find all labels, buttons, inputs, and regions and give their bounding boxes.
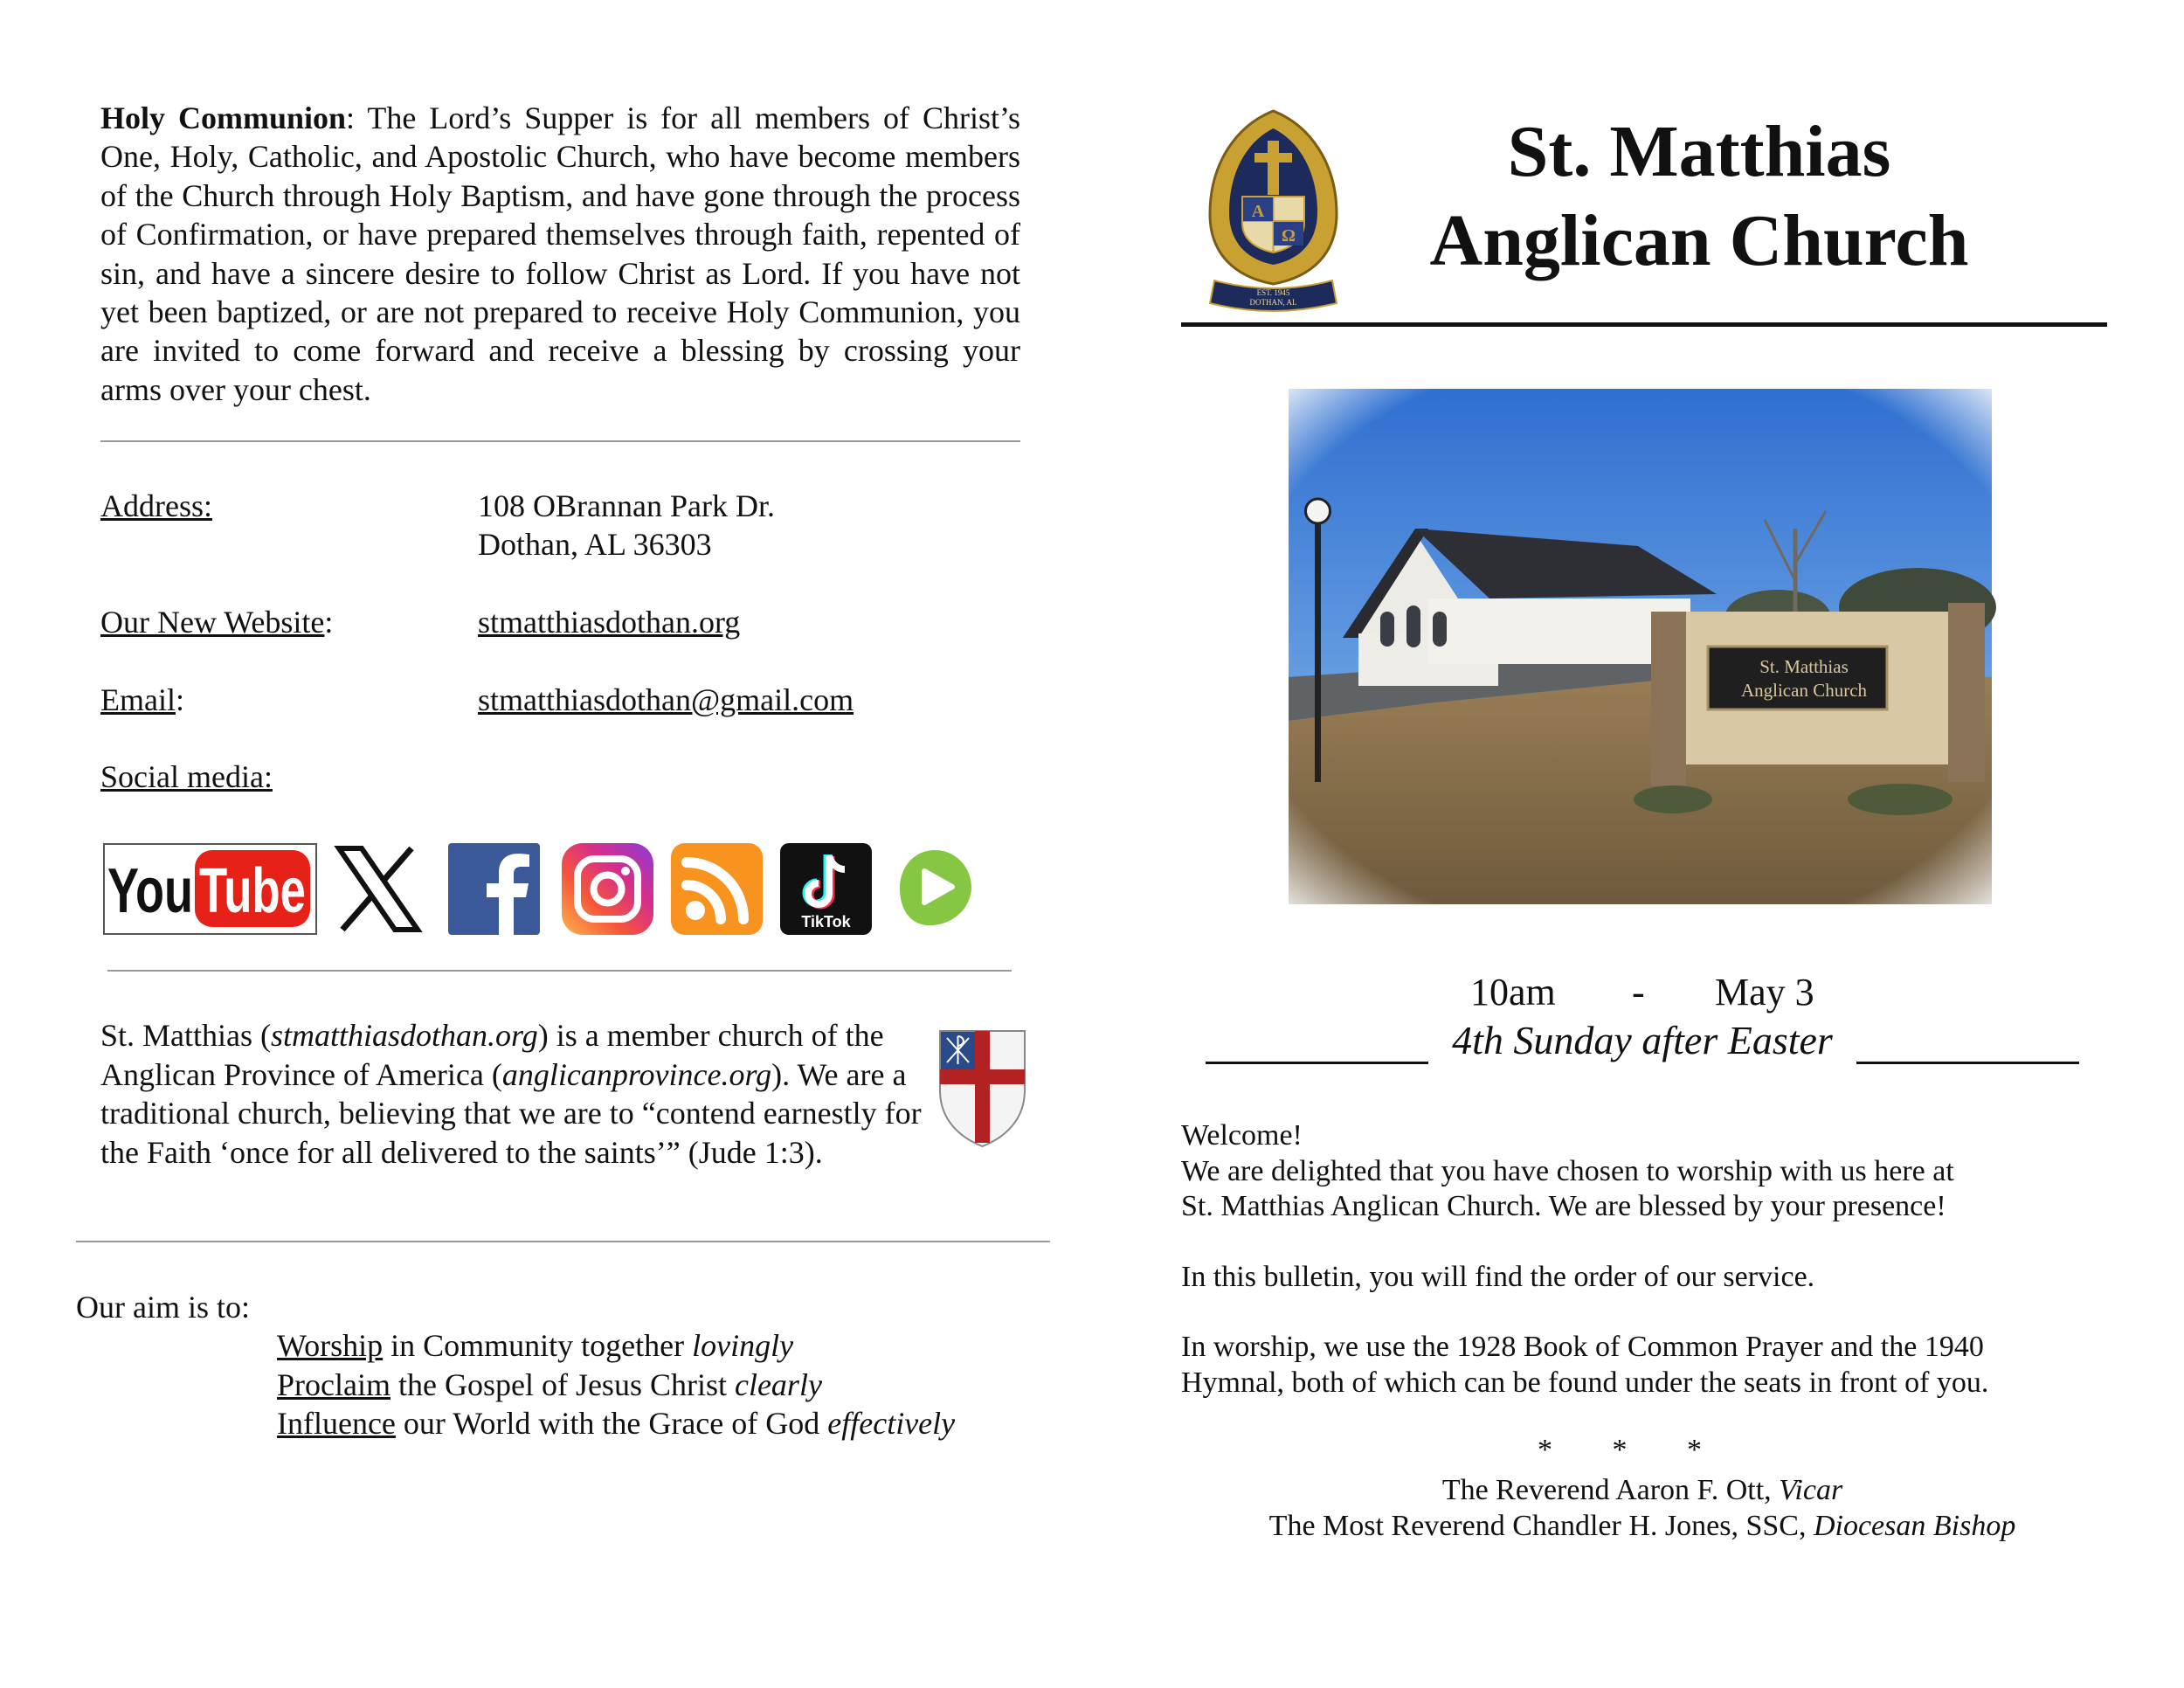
vicar-name: The Reverend Aaron F. Ott, <box>1441 1474 1780 1506</box>
rss-icon[interactable] <box>671 843 763 935</box>
youtube-you-text: You <box>107 856 193 926</box>
church-title-line-1: St. Matthias <box>1507 111 1891 192</box>
aim-line-influence <box>277 1404 955 1443</box>
website-label-row <box>100 603 333 641</box>
aim-middle: our World with the Grace of God <box>395 1406 828 1441</box>
youtube-tube-text: Tube <box>199 856 306 926</box>
church-title-line-2: Anglican Church <box>1429 200 1969 281</box>
episcopal-shield-icon <box>936 1027 1028 1150</box>
aim-middle: the Gospel of Jesus Christ <box>390 1366 735 1402</box>
aim-line-worship <box>277 1326 955 1366</box>
email-label: Email <box>100 682 176 717</box>
welcome-line: In this bulletin, you will find the order of our service. <box>1181 1260 1815 1293</box>
divider <box>100 440 1020 442</box>
service-time: 10am <box>1470 971 1556 1013</box>
clergy-vicar <box>1206 1472 2079 1508</box>
holy-communion-paragraph <box>100 99 1020 409</box>
instagram-icon[interactable] <box>562 843 653 935</box>
website-label-suffix: : <box>324 605 334 640</box>
youtube-icon[interactable] <box>103 843 317 935</box>
church-title <box>1393 107 2005 286</box>
clergy-bishop <box>1206 1508 2079 1544</box>
aim-adverb: clearly <box>734 1366 822 1402</box>
welcome-line: Hymnal, both of which can be found under the seats in front of you. <box>1181 1366 1989 1399</box>
rumble-icon[interactable] <box>889 843 981 935</box>
membership-paragraph <box>100 1016 922 1172</box>
aim-verb: Proclaim <box>277 1366 390 1402</box>
welcome-line: St. Matthias Anglican Church. We are blessed by your presence! <box>1181 1190 1946 1222</box>
sunday-rule-right <box>1856 1062 2079 1064</box>
aim-verb: Influence <box>277 1406 396 1441</box>
email-link[interactable]: stmatthiasdothan@gmail.com <box>478 682 854 717</box>
aim-title: Our aim is to: <box>76 1290 250 1325</box>
divider <box>76 1241 1050 1242</box>
crest-omega: Ω <box>1281 226 1296 246</box>
email-label-suffix: : <box>175 682 184 717</box>
welcome-line: We are delighted that you have chosen to worship with us here at <box>1181 1154 1954 1187</box>
service-dash: - <box>1632 971 1645 1013</box>
crest-alpha: A <box>1251 202 1265 221</box>
crest-est: EST. 1945 <box>1256 288 1290 297</box>
website-label: Our New Website <box>100 605 325 640</box>
tiktok-icon[interactable] <box>780 843 872 935</box>
service-date: May 3 <box>1715 971 1814 1013</box>
aim-list <box>277 1326 955 1443</box>
vicar-title: Vicar <box>1779 1474 1843 1506</box>
facebook-icon[interactable] <box>448 843 540 935</box>
x-icon[interactable] <box>332 843 424 935</box>
address-line-1: 108 OBrannan Park Dr. <box>478 488 775 523</box>
holy-communion-heading: Holy Communion <box>100 100 347 135</box>
bishop-name: The Most Reverend Chandler H. Jones, SSC, <box>1268 1510 1814 1542</box>
membership-text-2: ) is a member church of the Anglican Province of America ( <box>100 1018 884 1092</box>
aim-middle: in Community together <box>383 1328 693 1363</box>
church-crest-logo <box>1206 109 1341 315</box>
clergy-list <box>1206 1472 2079 1544</box>
aim-adverb: effectively <box>827 1406 956 1441</box>
aim-line-proclaim <box>277 1366 955 1405</box>
aim-verb: Worship <box>277 1328 384 1363</box>
welcome-line: In worship, we use the 1928 Book of Common Prayer and the 1940 <box>1181 1331 1984 1363</box>
membership-province: anglicanprovince.org <box>501 1056 772 1092</box>
address-line-2: Dothan, AL 36303 <box>478 527 712 562</box>
address-label: Address: <box>100 488 212 523</box>
email-label-row <box>100 681 184 719</box>
social-icons-row <box>103 843 977 939</box>
membership-text-3: ). We are a traditional church, believing that we are to “contend earnestly for the Faith ‘once for all delivered to the saints’” (Jude 1:3). <box>100 1056 922 1170</box>
church-photo <box>1289 389 1992 904</box>
bishop-title: Diocesan Bishop <box>1813 1510 2016 1542</box>
aim-adverb: lovingly <box>692 1328 794 1363</box>
crest-city: DOTHAN, AL <box>1249 298 1297 307</box>
welcome-line: Welcome! <box>1181 1119 1303 1152</box>
title-underline <box>1181 322 2107 327</box>
membership-text-1: St. Matthias ( <box>100 1018 271 1053</box>
liturgical-day: 4th Sunday after Easter <box>1452 1018 1833 1062</box>
section-stars: * * * <box>1538 1434 1702 1466</box>
tiktok-label: TikTok <box>801 913 851 930</box>
holy-communion-body: : The Lord’s Supper is for all members of Christ’s One, Holy, Catholic, and Apostolic Church, who have become members of the Church through Holy Baptism, and have gone through the process of Confirmation, or have prepared themselves through faith, repented of sin, and have a sincere desire to follow Christ as Lord. If you have not yet been baptized, or are not prepared to receive Holy Communion, you are invited to come forward and receive a blessing by crossing your arms over your chest. <box>100 100 1020 407</box>
social-media-label: Social media: <box>100 759 273 794</box>
website-link[interactable]: stmatthiasdothan.org <box>478 605 741 640</box>
welcome-message <box>1181 1118 2055 1401</box>
divider <box>107 970 1012 972</box>
membership-site: stmatthiasdothan.org <box>271 1018 538 1053</box>
